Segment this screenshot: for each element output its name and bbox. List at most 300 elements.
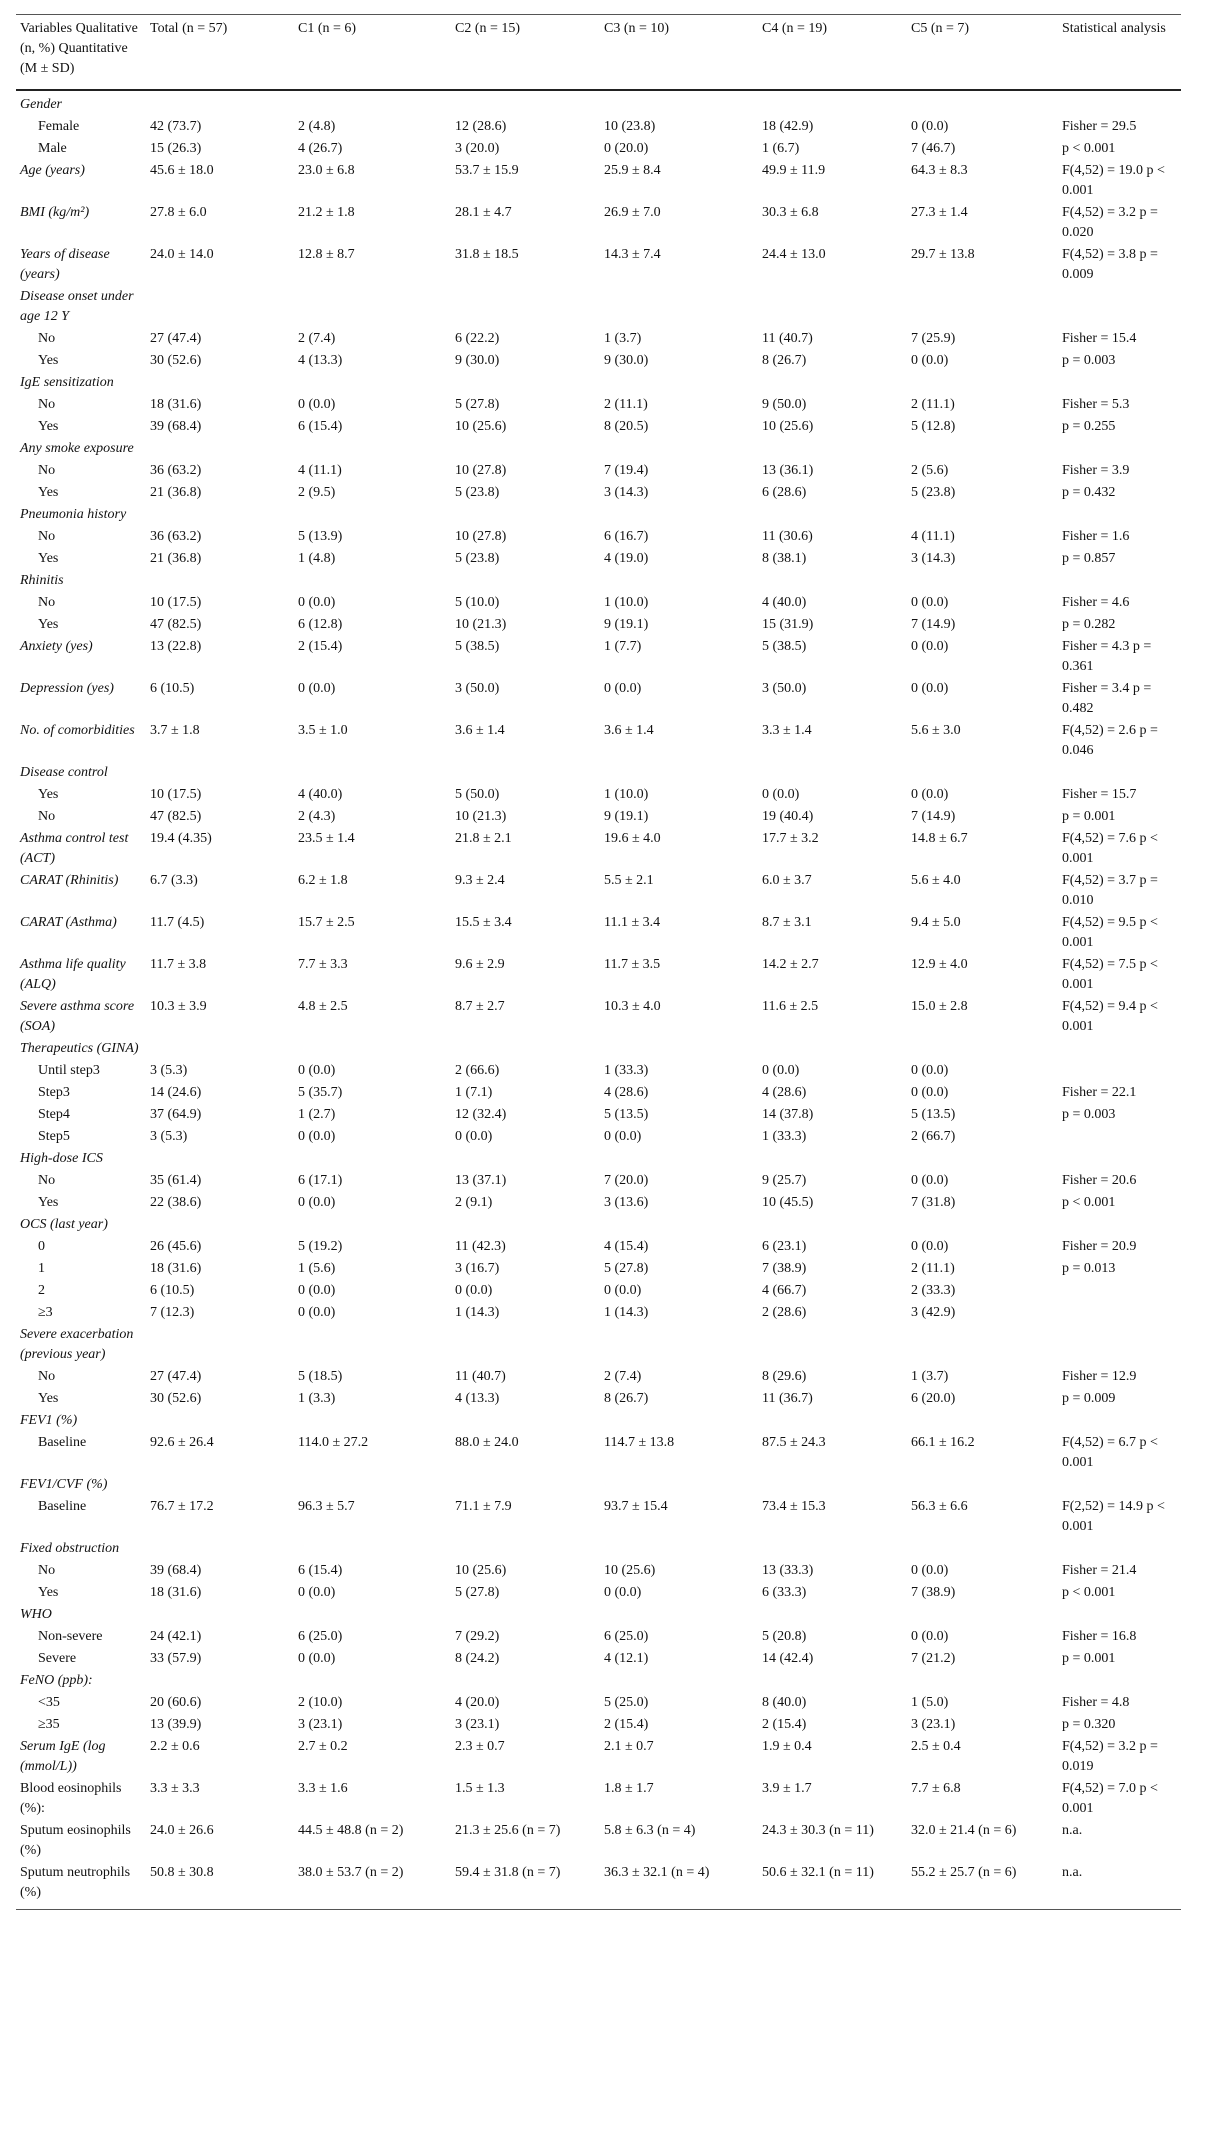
table-cell: 8 (26.7) (604, 1391, 649, 1406)
table-cell: 64.3 ± 8.3 (911, 163, 968, 178)
table-cell: 2.1 ± 0.7 (604, 1739, 654, 1754)
table-cell: 11.7 (4.5) (150, 915, 205, 930)
table-cell: 6.2 ± 1.8 (298, 873, 348, 888)
table-cell: 30 (52.6) (150, 353, 202, 368)
table-cell: 11 (36.7) (762, 1391, 813, 1406)
row-label: Asthma control test (ACT) (20, 831, 129, 866)
table-header (16, 15, 1181, 91)
table-cell: 2 (10.0) (298, 1695, 343, 1710)
row-label: Step3 (38, 1085, 70, 1100)
table-cell: 0 (0.0) (604, 1585, 642, 1600)
row-label: Severe asthma score (SOA) (20, 999, 135, 1034)
table-cell: 2 (66.6) (455, 1063, 500, 1078)
table-cell: p = 0.255 (1062, 419, 1116, 434)
table-cell: 3 (23.1) (298, 1717, 343, 1732)
table-cell: 14.8 ± 6.7 (911, 831, 968, 846)
table-cell: 6 (23.1) (762, 1239, 807, 1254)
table-cell: 14 (37.8) (762, 1107, 814, 1122)
table-cell: 0 (0.0) (911, 595, 949, 610)
table-cell: 10 (21.3) (455, 617, 507, 632)
table-cell: Fisher = 4.6 (1062, 595, 1130, 610)
table-cell: 6 (33.3) (762, 1585, 807, 1600)
table-row (16, 1060, 1181, 1082)
table-cell: F(4,52) = 3.7 p = 0.010 (1062, 873, 1158, 908)
table-cell: 6.7 (3.3) (150, 873, 198, 888)
table-cell: F(4,52) = 19.0 p < 0.001 (1062, 163, 1165, 198)
table-cell: 3.9 ± 1.7 (762, 1781, 812, 1796)
table-cell: 7 (19.4) (604, 463, 649, 478)
table-cell: p = 0.013 (1062, 1261, 1116, 1276)
table-cell (600, 762, 758, 784)
table-cell: 88.0 ± 24.0 (455, 1435, 519, 1450)
table-cell: F(2,52) = 14.9 p < 0.001 (1062, 1499, 1165, 1534)
table-cell: 6.0 ± 3.7 (762, 873, 812, 888)
table-cell: 26 (45.6) (150, 1239, 202, 1254)
table-cell: F(4,52) = 3.8 p = 0.009 (1062, 247, 1158, 282)
table-cell: 5 (23.8) (455, 485, 500, 500)
table-cell: 7 (29.2) (455, 1629, 500, 1644)
table-cell: 1 (6.7) (762, 141, 800, 156)
row-label: No (38, 809, 56, 824)
row-label: Disease control (20, 765, 108, 780)
table-row (16, 116, 1181, 138)
table-cell (907, 1670, 1058, 1692)
row-label: Male (38, 141, 67, 156)
table-cell: 14 (24.6) (150, 1085, 202, 1100)
table-cell: 15.7 ± 2.5 (298, 915, 355, 930)
table-cell: 3.6 ± 1.4 (455, 723, 505, 738)
table-cell (146, 438, 294, 460)
table-cell: 4 (20.0) (455, 1695, 500, 1710)
table-cell: 3.7 ± 1.8 (150, 723, 200, 738)
table-cell: 13 (37.1) (455, 1173, 507, 1188)
table-cell (758, 1604, 907, 1626)
table-row (16, 1236, 1181, 1258)
table-cell (146, 504, 294, 526)
table-cell (1058, 1538, 1181, 1560)
table-cell: 2.3 ± 0.7 (455, 1739, 505, 1754)
table-row (16, 1214, 1181, 1236)
row-label: ≥3 (38, 1305, 53, 1320)
table-cell: 4 (26.7) (298, 141, 343, 156)
table-row (16, 138, 1181, 160)
table-row (16, 1474, 1181, 1496)
table-cell (451, 1324, 600, 1366)
table-cell: 5 (23.8) (911, 485, 956, 500)
table-cell (1058, 762, 1181, 784)
table-cell: 47 (82.5) (150, 617, 202, 632)
table-cell (600, 372, 758, 394)
table-cell (451, 504, 600, 526)
row-label: Any smoke exposure (20, 441, 134, 456)
table-cell (294, 1474, 451, 1496)
table-row (16, 1170, 1181, 1192)
table-cell: 4.8 ± 2.5 (298, 999, 348, 1014)
table-cell (907, 438, 1058, 460)
table-row (16, 460, 1181, 482)
table-cell (907, 286, 1058, 328)
table-cell: 5 (38.5) (762, 639, 807, 654)
table-cell: 14 (42.4) (762, 1651, 814, 1666)
table-cell (451, 1670, 600, 1692)
table-cell: 11.1 ± 3.4 (604, 915, 661, 930)
table-cell: 5 (13.9) (298, 529, 343, 544)
table-cell (600, 90, 758, 116)
table-cell: 6 (25.0) (604, 1629, 649, 1644)
table-row (16, 394, 1181, 416)
table-cell: 3 (42.9) (911, 1305, 956, 1320)
table-row (16, 1082, 1181, 1104)
table-cell (907, 570, 1058, 592)
table-row (16, 1410, 1181, 1432)
table-cell (600, 1324, 758, 1366)
table-cell (758, 286, 907, 328)
table-cell (294, 90, 451, 116)
row-label: Sputum eosinophils (%) (20, 1823, 131, 1858)
row-label: Step4 (38, 1107, 70, 1122)
table-row (16, 1736, 1181, 1778)
table-cell (146, 1670, 294, 1692)
table-cell: 27.8 ± 6.0 (150, 205, 207, 220)
table-cell: 33 (57.9) (150, 1651, 202, 1666)
row-label: Severe exacerbation (previous year) (20, 1327, 134, 1362)
table-cell: 4 (11.1) (911, 529, 955, 544)
table-cell (600, 438, 758, 460)
table-cell: 0 (0.0) (298, 1063, 336, 1078)
table-cell (758, 372, 907, 394)
row-label: Until step3 (38, 1063, 100, 1078)
table-row (16, 350, 1181, 372)
table-cell: 1 (14.3) (455, 1305, 500, 1320)
column-header-6: C5 (n = 7) (907, 15, 1058, 91)
table-cell: 10 (17.5) (150, 787, 202, 802)
table-cell: Fisher = 1.6 (1062, 529, 1130, 544)
table-cell: 5 (25.0) (604, 1695, 649, 1710)
table-cell: 9 (50.0) (762, 397, 807, 412)
table-row (16, 1648, 1181, 1670)
table-cell: 50.6 ± 32.1 (n = 11) (758, 1862, 907, 1910)
table-row (16, 244, 1181, 286)
table-cell: 5.6 ± 4.0 (911, 873, 961, 888)
table-cell: 21 (36.8) (150, 551, 202, 566)
table-cell: 6 (17.1) (298, 1173, 343, 1188)
table-cell: 9 (19.1) (604, 809, 649, 824)
table-row (16, 1496, 1181, 1538)
table-cell: 10 (25.6) (604, 1563, 656, 1578)
table-cell: 0 (0.0) (604, 1283, 642, 1298)
table-cell: 9 (19.1) (604, 617, 649, 632)
table-cell: 3 (50.0) (762, 681, 807, 696)
row-label: Step5 (38, 1129, 70, 1144)
table-cell: F(4,52) = 7.0 p < 0.001 (1062, 1781, 1158, 1816)
table-cell: 17.7 ± 3.2 (762, 831, 819, 846)
table-cell: 3.5 ± 1.0 (298, 723, 348, 738)
row-label: Gender (20, 97, 62, 112)
table-cell: 10 (17.5) (150, 595, 202, 610)
table-cell: 9 (30.0) (455, 353, 500, 368)
table-cell: 10 (45.5) (762, 1195, 814, 1210)
table-cell: 7 (14.9) (911, 809, 956, 824)
table-cell: 5 (13.5) (604, 1107, 649, 1122)
row-label: Yes (38, 617, 59, 632)
table-cell: 7 (38.9) (762, 1261, 807, 1276)
table-cell: Fisher = 15.7 (1062, 787, 1137, 802)
table-cell: 39 (68.4) (150, 419, 202, 434)
row-label: Anxiety (yes) (20, 639, 93, 654)
table-cell (758, 1038, 907, 1060)
table-cell (600, 1038, 758, 1060)
table-row (16, 482, 1181, 504)
table-cell (451, 1148, 600, 1170)
table-cell: 44.5 ± 48.8 (n = 2) (298, 1823, 404, 1838)
table-cell: 5 (27.8) (455, 397, 500, 412)
table-cell (294, 762, 451, 784)
table-cell: 24.0 ± 14.0 (150, 247, 214, 262)
row-label: CARAT (Asthma) (20, 915, 117, 930)
table-cell: 3 (14.3) (911, 551, 956, 566)
table-cell: 73.4 ± 15.3 (762, 1499, 826, 1514)
table-cell: 6 (12.8) (298, 617, 343, 632)
row-label: Yes (38, 485, 59, 500)
table-cell: 20 (60.6) (150, 1695, 202, 1710)
table-cell (758, 762, 907, 784)
table-row (16, 636, 1181, 678)
table-cell: 11 (40.7) (455, 1369, 506, 1384)
table-cell: p = 0.320 (1062, 1717, 1116, 1732)
table-cell: 14.2 ± 2.7 (762, 957, 819, 972)
table-cell: 6 (15.4) (298, 419, 343, 434)
table-cell: 15 (31.9) (762, 617, 814, 632)
table-cell (1058, 1410, 1181, 1432)
row-label: Blood eosinophils (%): (20, 1781, 122, 1816)
table-cell (907, 504, 1058, 526)
table-cell (1058, 286, 1181, 328)
clusters-characteristics-table (16, 14, 1181, 1910)
table-cell: 1 (5.0) (911, 1695, 949, 1710)
table-cell: 4 (40.0) (762, 595, 807, 610)
table-cell: 10 (27.8) (455, 463, 507, 478)
table-cell: 9 (25.7) (762, 1173, 807, 1188)
row-label: Yes (38, 1391, 59, 1406)
table-cell: 32.0 ± 21.4 (n = 6) (911, 1823, 1017, 1838)
table-cell: 92.6 ± 26.4 (150, 1435, 214, 1450)
row-label: No (38, 1369, 56, 1384)
row-label: No (38, 1563, 56, 1578)
column-header-5: C4 (n = 19) (758, 15, 907, 91)
table-cell: 4 (15.4) (604, 1239, 649, 1254)
table-cell: 1.9 ± 0.4 (762, 1739, 812, 1754)
table-cell: 5 (38.5) (455, 639, 500, 654)
table-cell (1058, 1060, 1181, 1082)
table-cell: 3 (23.1) (911, 1717, 956, 1732)
table-cell: 12.9 ± 4.0 (911, 957, 968, 972)
table-cell: 13 (33.3) (762, 1563, 814, 1578)
table-cell: 0 (0.0) (298, 681, 336, 696)
table-cell: 29.7 ± 13.8 (911, 247, 975, 262)
table-cell (451, 286, 600, 328)
table-cell (1058, 1604, 1181, 1626)
table-cell: 11 (30.6) (762, 529, 813, 544)
table-cell: 5.8 ± 6.3 (n = 4) (604, 1823, 696, 1838)
table-cell (1058, 1324, 1181, 1366)
table-cell: 5 (12.8) (911, 419, 956, 434)
table-cell: 38.0 ± 53.7 (n = 2) (294, 1862, 451, 1910)
table-cell: 5 (19.2) (298, 1239, 343, 1254)
table-cell: 1 (14.3) (604, 1305, 649, 1320)
table-cell: 1 (7.7) (604, 639, 642, 654)
table-cell: 26.9 ± 7.0 (604, 205, 661, 220)
table-cell (907, 1604, 1058, 1626)
table-cell: 3 (5.3) (150, 1063, 188, 1078)
table-cell: 10.3 ± 4.0 (604, 999, 661, 1014)
table-cell: 9.3 ± 2.4 (455, 873, 505, 888)
table-cell: 5 (50.0) (455, 787, 500, 802)
table-cell: 11 (40.7) (762, 331, 813, 346)
table-cell: 18 (31.6) (150, 1261, 202, 1276)
table-cell: 7 (12.3) (150, 1305, 195, 1320)
table-cell: 27.3 ± 1.4 (911, 205, 968, 220)
table-cell: 1 (3.7) (911, 1369, 949, 1384)
table-cell: 10 (25.6) (455, 1563, 507, 1578)
table-cell (146, 1474, 294, 1496)
row-label: FeNO (ppb): (20, 1673, 93, 1688)
row-label: IgE sensitization (20, 375, 114, 390)
table-cell: 5 (27.8) (604, 1261, 649, 1276)
table-row (16, 1366, 1181, 1388)
table-cell: 2 (9.5) (298, 485, 336, 500)
table-cell: 19.6 ± 4.0 (604, 831, 661, 846)
table-cell (146, 1214, 294, 1236)
table-cell: 12.8 ± 8.7 (298, 247, 355, 262)
table-cell: 59.4 ± 31.8 (n = 7) (451, 1862, 600, 1910)
table-cell (758, 1538, 907, 1560)
table-cell (294, 286, 451, 328)
table-cell: 8 (38.1) (762, 551, 807, 566)
table-row (16, 870, 1181, 912)
table-cell (907, 762, 1058, 784)
table-cell: 5 (10.0) (455, 595, 500, 610)
row-label: <35 (38, 1695, 60, 1710)
table-cell: 11.7 ± 3.8 (150, 957, 207, 972)
table-cell: 2 (9.1) (455, 1195, 493, 1210)
table-cell: 0 (0.0) (911, 1063, 949, 1078)
table-cell: 15 (26.3) (150, 141, 202, 156)
table-cell: 7 (46.7) (911, 141, 956, 156)
table-cell: 36.3 ± 32.1 (n = 4) (600, 1862, 758, 1910)
column-header-4: C3 (n = 10) (600, 15, 758, 91)
table-cell: F(4,52) = 7.6 p < 0.001 (1062, 831, 1158, 866)
table-cell: p < 0.001 (1062, 1585, 1116, 1600)
table-cell (1058, 90, 1181, 116)
table-cell: 8 (29.6) (762, 1369, 807, 1384)
table-cell: 8.7 ± 2.7 (455, 999, 505, 1014)
table-cell: 4 (13.3) (298, 353, 343, 368)
table-cell (1058, 1670, 1181, 1692)
table-cell: 7.7 ± 3.3 (298, 957, 348, 972)
table-cell: 15.5 ± 3.4 (455, 915, 512, 930)
table-cell: 6 (28.6) (762, 485, 807, 500)
table-row (16, 286, 1181, 328)
table-row (16, 1192, 1181, 1214)
table-row (16, 806, 1181, 828)
table-cell (600, 1604, 758, 1626)
row-label: OCS (last year) (20, 1217, 108, 1232)
table-cell: 3 (14.3) (604, 485, 649, 500)
table-cell (907, 372, 1058, 394)
table-row (16, 160, 1181, 202)
table-cell: 2 (15.4) (762, 1717, 807, 1732)
table-cell: 28.1 ± 4.7 (455, 205, 512, 220)
table-row (16, 1038, 1181, 1060)
table-cell: 10 (21.3) (455, 809, 507, 824)
table-cell (294, 1214, 451, 1236)
table-cell (451, 1038, 600, 1060)
table-cell (294, 1670, 451, 1692)
table-cell: F(4,52) = 2.6 p = 0.046 (1062, 723, 1158, 758)
table-cell (451, 1410, 600, 1432)
table-cell (451, 1474, 600, 1496)
table-cell: Fisher = 20.9 (1062, 1239, 1137, 1254)
table-row (16, 1778, 1181, 1820)
table-cell: 18 (31.6) (150, 1585, 202, 1600)
table-cell: 0 (0.0) (455, 1283, 493, 1298)
table-cell (451, 438, 600, 460)
table-cell: 25.9 ± 8.4 (604, 163, 661, 178)
table-cell: F(4,52) = 3.2 p = 0.019 (1062, 1739, 1158, 1774)
table-cell: 2 (15.4) (298, 639, 343, 654)
row-label: Sputum neutrophils (%) (16, 1862, 146, 1910)
table-cell: 3.3 ± 3.3 (150, 1781, 200, 1796)
table-cell: 1 (2.7) (298, 1107, 336, 1122)
table-cell: 14.3 ± 7.4 (604, 247, 661, 262)
header-row (16, 15, 1181, 91)
table-cell: Fisher = 3.9 (1062, 463, 1130, 478)
table-cell: 45.6 ± 18.0 (150, 163, 214, 178)
table-cell: 0 (0.0) (911, 639, 949, 654)
row-label: WHO (20, 1607, 52, 1622)
table-cell (600, 570, 758, 592)
table-cell: Fisher = 15.4 (1062, 331, 1137, 346)
table-cell (146, 1604, 294, 1626)
table-body (16, 90, 1181, 1910)
table-cell: 12 (32.4) (455, 1107, 507, 1122)
row-label: No (38, 595, 56, 610)
table-row (16, 828, 1181, 870)
table-cell: 2.7 ± 0.2 (298, 1739, 348, 1754)
table-cell: p < 0.001 (1062, 141, 1116, 156)
table-cell: 24.0 ± 26.6 (150, 1823, 214, 1838)
table-cell: Fisher = 16.8 (1062, 1629, 1137, 1644)
table-cell: 27 (47.4) (150, 331, 202, 346)
row-label: No (38, 463, 56, 478)
table-cell: p = 0.432 (1062, 485, 1116, 500)
table-cell: 13 (22.8) (150, 639, 202, 654)
table-cell (758, 1410, 907, 1432)
table-cell: 1 (10.0) (604, 787, 649, 802)
table-cell: n.a. (1058, 1862, 1181, 1910)
table-cell: 6 (15.4) (298, 1563, 343, 1578)
table-cell (146, 286, 294, 328)
table-cell: 36 (63.2) (150, 463, 202, 478)
row-label: Non-severe (38, 1629, 103, 1644)
table-cell: 1 (3.3) (298, 1391, 336, 1406)
table-cell (294, 1038, 451, 1060)
table-cell: 1 (33.3) (604, 1063, 649, 1078)
table-cell (1058, 1474, 1181, 1496)
table-row (16, 570, 1181, 592)
row-label: Fixed obstruction (20, 1541, 120, 1556)
table-cell (907, 1474, 1058, 1496)
